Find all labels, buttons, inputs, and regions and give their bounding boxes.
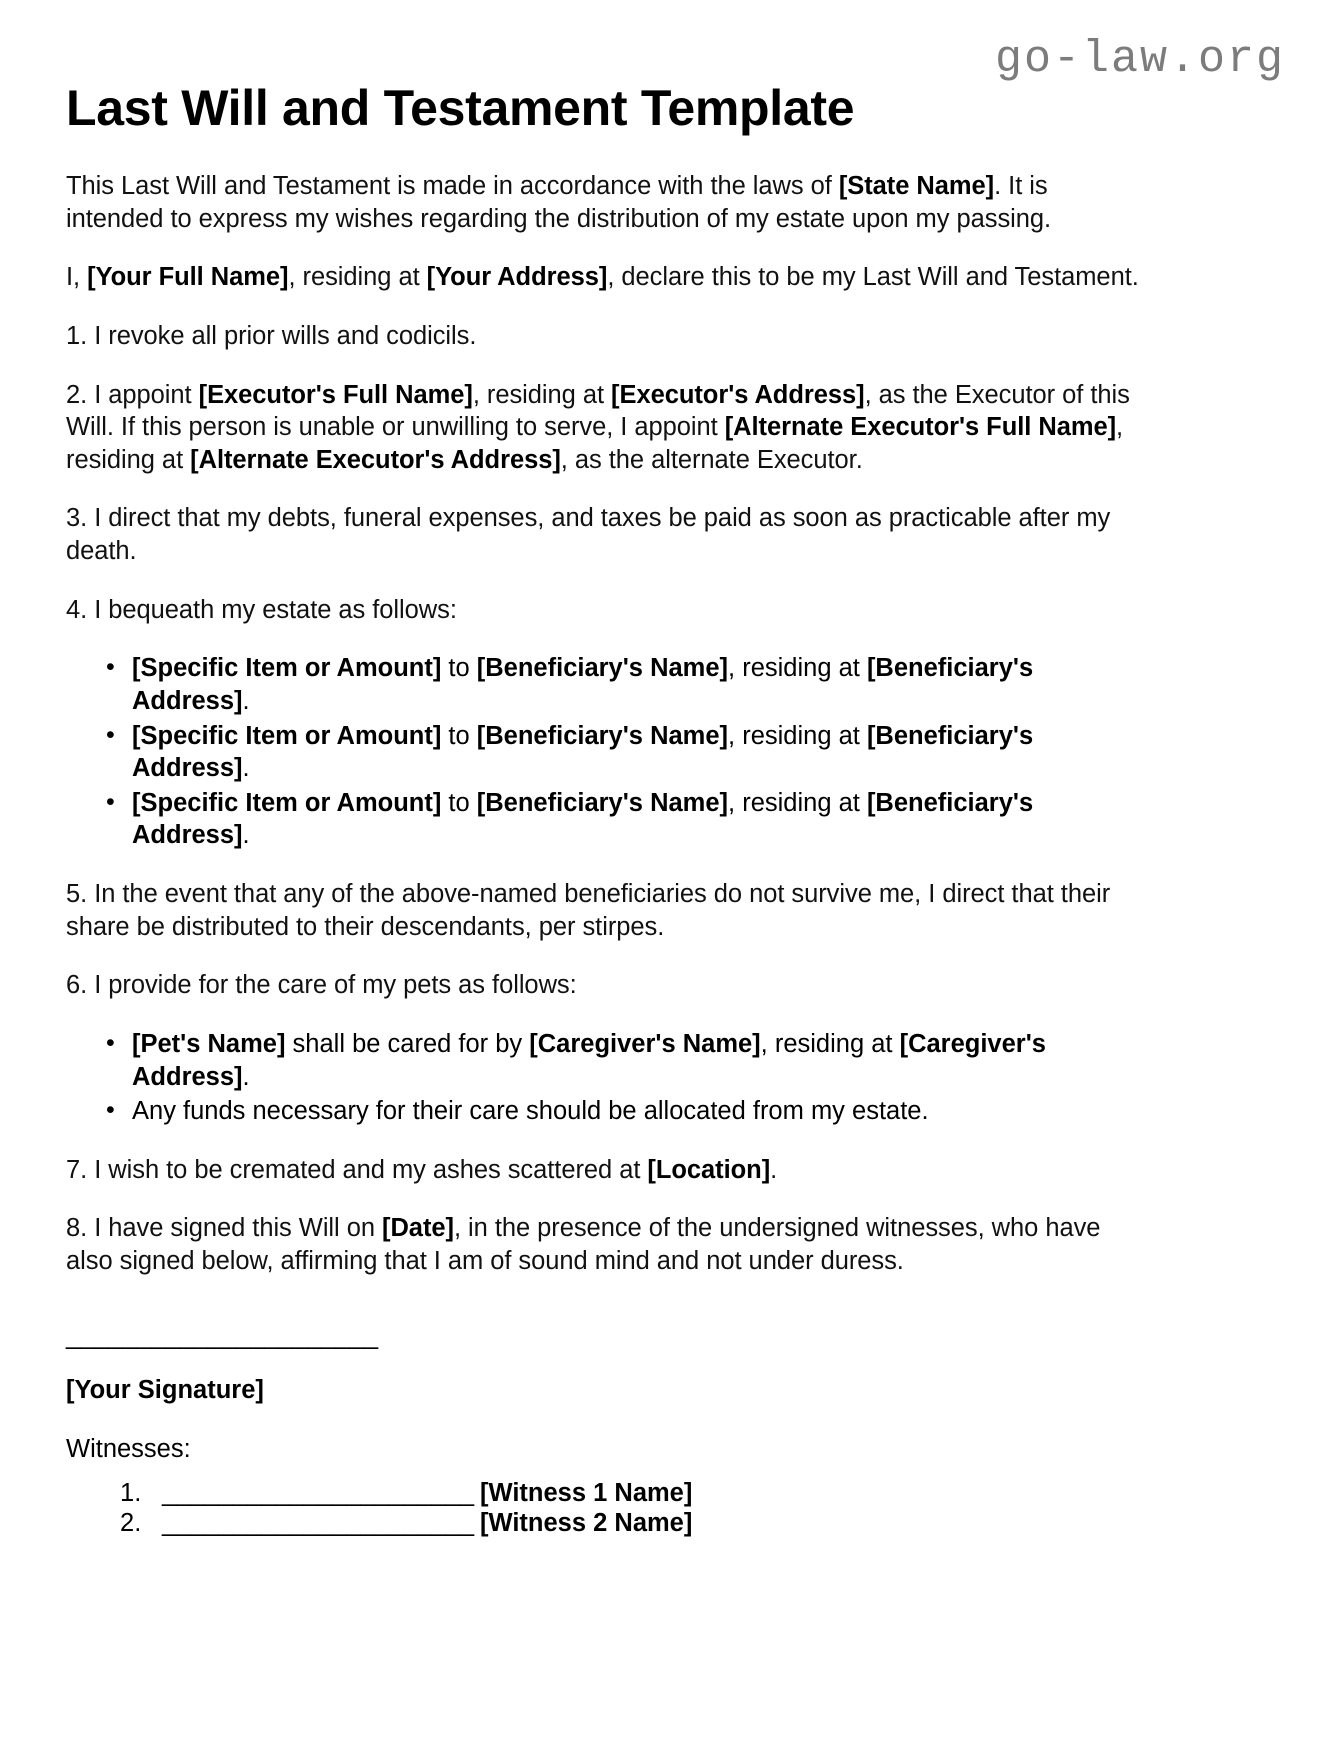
beneficiary-address-placeholder: [Beneficiary's Address] — [132, 788, 1034, 850]
clause-8-lead: 8. I have signed this Will on — [66, 1214, 382, 1243]
declaration-lead: I, — [66, 263, 88, 292]
pet-mid1: shall be cared for by — [285, 1029, 530, 1058]
clause-2 — [66, 379, 1141, 477]
bequest-mid2: , residing at — [728, 721, 867, 750]
location-placeholder: [Location] — [647, 1155, 771, 1184]
your-full-name-placeholder: [Your Full Name] — [87, 263, 289, 292]
specific-item-placeholder: [Specific Item or Amount] — [132, 721, 442, 750]
bequest-mid1: to — [441, 721, 477, 750]
signature-placeholder: [Your Signature] — [66, 1375, 264, 1404]
caregiver-name-placeholder: [Caregiver's Name] — [529, 1029, 761, 1058]
date-placeholder: [Date] — [382, 1214, 454, 1243]
bequest-mid2: , residing at — [728, 788, 867, 817]
document-body — [66, 80, 1141, 1538]
clause-3: 3. I direct that my debts, funeral expenses, and taxes be paid as soon as practicable after my death. — [66, 504, 1111, 565]
your-address-placeholder: [Your Address] — [426, 263, 608, 292]
beneficiary-name-placeholder: [Beneficiary's Name] — [476, 788, 729, 817]
clause-5: 5. In the event that any of the above-named beneficiaries do not survive me, I direct that their share be distributed to their descendants, per stirpes. — [66, 880, 1111, 941]
witnesses-label: Witnesses: — [66, 1434, 191, 1463]
witness-list — [66, 1478, 1141, 1538]
clause-8 — [66, 1212, 1141, 1277]
beneficiary-address-placeholder: [Beneficiary's Address] — [132, 721, 1034, 783]
intro-paragraph — [66, 170, 1141, 235]
clause-2-mid2: , as the Executor of this Will. If this person is unable or unwilling to serve, I appoint — [66, 380, 1130, 442]
intro-text-after: . It is intended to express my wishes regarding the distribution of my estate upon my passing. — [66, 172, 1052, 233]
pet-mid2: , residing at — [760, 1029, 900, 1058]
clause-8-tail: , in the presence of the undersigned witnesses, who have also signed below, affirming that I am of sound mind and not under duress. — [66, 1214, 1101, 1275]
witness-name-placeholder: [Witness 1 Name] — [480, 1478, 693, 1507]
bequest-mid2: , residing at — [728, 654, 867, 683]
list-item — [132, 1028, 1141, 1093]
declaration-middle: , residing at — [288, 263, 427, 292]
bequest-tail: . — [242, 754, 250, 783]
caregiver-address-placeholder: [Caregiver's Address] — [132, 1029, 1046, 1091]
list-item — [162, 1478, 1141, 1508]
declaration-tail: , declare this to be my Last Will and Testament. — [607, 263, 1139, 292]
page-title: Last Will and Testament Template — [66, 80, 855, 136]
alternate-executor-address-placeholder: [Alternate Executor's Address] — [190, 445, 561, 474]
beneficiary-name-placeholder: [Beneficiary's Name] — [476, 654, 729, 683]
executor-address-placeholder: [Executor's Address] — [611, 380, 865, 409]
signature-line: ______________________ — [66, 1321, 379, 1350]
clause-2-mid3: , residing at — [66, 413, 1124, 474]
clause-7-lead: 7. I wish to be cremated and my ashes scattered at — [66, 1155, 648, 1184]
list-item — [162, 1508, 1141, 1538]
site-watermark: go-law.org — [994, 34, 1285, 85]
bequest-mid1: to — [441, 788, 477, 817]
pet-care-list — [66, 1028, 1141, 1128]
bequest-mid1: to — [441, 654, 477, 683]
beneficiary-address-placeholder: [Beneficiary's Address] — [132, 654, 1034, 715]
bequest-tail: . — [242, 821, 250, 850]
clause-6: 6. I provide for the care of my pets as follows: — [66, 971, 577, 1000]
witness-signature-line: ______________________ — [162, 1508, 475, 1537]
bequest-list — [66, 652, 1141, 852]
list-item — [132, 787, 1141, 852]
list-item: • Any funds necessary for their care should be allocated from my estate. — [132, 1095, 1141, 1128]
specific-item-placeholder: [Specific Item or Amount] — [132, 788, 442, 817]
clause-2-mid1: , residing at — [472, 380, 612, 409]
clause-7-tail: . — [770, 1155, 778, 1184]
specific-item-placeholder: [Specific Item or Amount] — [132, 654, 442, 683]
list-item — [132, 720, 1141, 785]
alternate-executor-name-placeholder: [Alternate Executor's Full Name] — [724, 413, 1117, 442]
beneficiary-name-placeholder: [Beneficiary's Name] — [476, 721, 729, 750]
clause-2-lead: 2. I appoint — [66, 380, 199, 409]
witness-signature-line: ______________________ — [162, 1478, 475, 1507]
bequest-tail: . — [242, 686, 250, 715]
declaration-paragraph — [66, 261, 1141, 294]
state-name-placeholder: [State Name] — [838, 172, 995, 200]
intro-text-before: This Last Will and Testament is made in accordance with the laws of — [66, 172, 839, 200]
clause-4: 4. I bequeath my estate as follows: — [66, 595, 457, 624]
clause-1: 1. I revoke all prior wills and codicils. — [66, 321, 477, 350]
list-item — [132, 652, 1141, 717]
pet-tail: . — [242, 1062, 250, 1091]
executor-name-placeholder: [Executor's Full Name] — [198, 380, 473, 409]
clause-2-tail: , as the alternate Executor. — [560, 445, 863, 474]
pet-name-placeholder: [Pet's Name] — [132, 1029, 286, 1058]
clause-7 — [66, 1154, 1141, 1187]
witness-name-placeholder: [Witness 2 Name] — [480, 1508, 693, 1537]
